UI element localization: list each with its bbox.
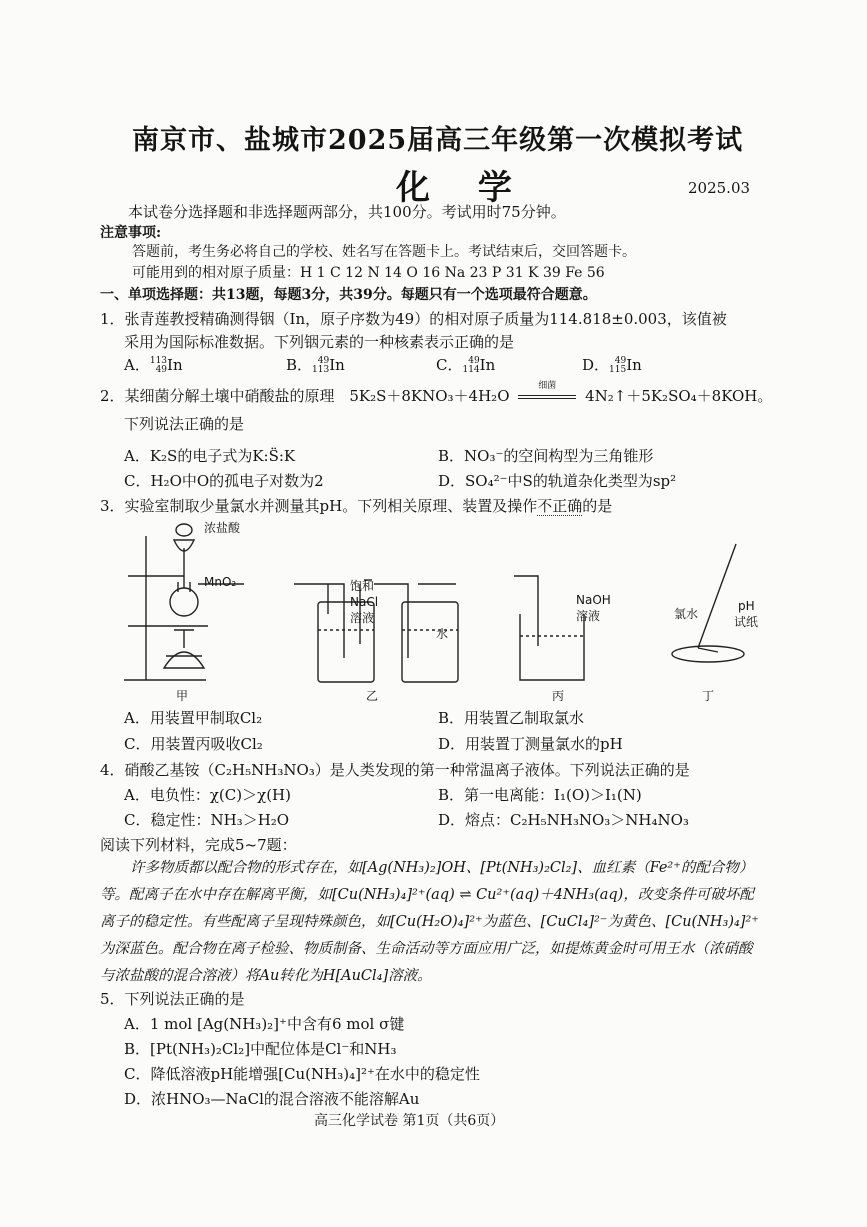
q4-option-a[interactable]: A．电负性：χ(C)＞χ(H)	[124, 786, 291, 804]
notice-text: 答题前，考生务必将自己的学校、姓名写在答题卡上。考试结束后，交回答题卡。	[132, 244, 636, 260]
q5-option-a[interactable]: A．1 mol [Ag(NH₃)₂]⁺中含有6 mol σ键	[124, 1015, 405, 1033]
q5-option-d[interactable]: D．浓HNO₃—NaCl的混合溶液不能溶解Au	[124, 1090, 420, 1108]
label-bing: 丙	[552, 689, 565, 703]
label-ding: 丁	[702, 689, 715, 703]
q5-option-c[interactable]: C．降低溶液pH能增强[Cu(NH₃)₄]²⁺在水中的稳定性	[124, 1065, 480, 1083]
q2-line2: 下列说法正确的是	[124, 415, 245, 433]
q2-option-d[interactable]: D．SO₄²⁻中S的轨道杂化类型为sp²	[438, 472, 677, 490]
q1-line1: 1．张青莲教授精确测得铟（In，原子序数为49）的相对原子质量为114.818±0.003，该值被	[100, 310, 727, 328]
atomic-masses: 可能用到的相对原子质量：H 1 C 12 N 14 O 16 Na 23 P 31 K 39 Fe 56	[132, 265, 605, 281]
page-footer: 高三化学试卷 第1页（共6页）	[314, 1113, 505, 1129]
label-ph2: 试纸	[734, 615, 759, 629]
reading-passage: 许多物质都以配合物的形式存在，如[Ag(NH₃)₂]OH、[Pt(NH₃)₂Cl₂]、血红素（Fe²⁺的配合物）等。配离子在水中存在解离平衡，如[Cu(NH₃)₄]²⁺(aq) ⇌ Cu²⁺(aq)＋4NH₃(aq)，改变条件可破坏配离子的稳定性。有些配离子呈现特殊颜色，如[Cu(H₂O)₄]²⁺为蓝色、[CuCl₄]²⁻为黄色、[Cu(NH₃)₄]²⁺为深蓝色。配合物在离子检验、物质制备、生命活动等方面应用广泛，如提炼黄金时可用王水（浓硝酸与浓盐酸的混合溶液）将Au转化为H[AuCl₄]溶液。	[100, 860, 759, 984]
q1-option-b[interactable]: B． 49 113In	[286, 356, 345, 375]
label-acid: 浓盐酸	[204, 521, 241, 535]
label-ph1: pH	[738, 599, 755, 613]
reading-intro: 阅读下列材料，完成5~7题：	[100, 836, 297, 854]
label-jia: 甲	[176, 689, 189, 703]
exam-title: 南京市、盐城市2025届高三年级第一次模拟考试	[132, 125, 744, 156]
q4-option-b[interactable]: B．第一电离能：I₁(O)＞I₁(N)	[438, 786, 642, 804]
exam-intro: 本试卷分选择题和非选择题两部分，共100分。考试用时75分钟。	[128, 203, 566, 221]
q2-option-b[interactable]: B．NO₃⁻的空间构型为三角锥形	[438, 447, 654, 465]
apparatus-ding	[672, 544, 744, 662]
q2-equation-left: 5K₂S＋8KNO₃＋4H₂O	[349, 387, 510, 405]
label-water: 水	[436, 627, 449, 641]
q3-emphasis: 不正确	[537, 497, 583, 515]
q1-option-c[interactable]: C． 49 114In	[436, 356, 496, 375]
q4-stem: 4．硝酸乙基铵（C₂H₅NH₃NO₃）是人类发现的第一种常温离子液体。下列说法正确的是	[100, 761, 690, 779]
exam-date: 2025.03	[688, 179, 751, 197]
q3-apparatus-figure	[118, 518, 768, 706]
q4-option-d[interactable]: D．熔点：C₂H₅NH₃NO₃＞NH₄NO₃	[438, 811, 689, 829]
q1-option-a[interactable]: A．113 49In	[124, 356, 183, 375]
q2-option-c[interactable]: C．H₂O中O的孤电子对数为2	[124, 472, 324, 490]
q3-option-d[interactable]: D．用装置丁测量氯水的pH	[438, 735, 623, 753]
label-mno2: MnO₂	[204, 575, 237, 589]
q5-option-b[interactable]: B．[Pt(NH₃)₂Cl₂]中配位体是Cl⁻和NH₃	[124, 1040, 397, 1058]
label-naoh1: NaOH	[576, 593, 611, 607]
q3-option-b[interactable]: B．用装置乙制取氯水	[438, 709, 585, 727]
q4-option-c[interactable]: C．稳定性：NH₃＞H₂O	[124, 811, 290, 829]
q3-stem: 3．实验室制取少量氯水并测量其pH。下列相关原理、装置及操作不正确的是	[100, 497, 613, 515]
label-yi: 乙	[366, 689, 379, 703]
label-sat3: 溶液	[350, 611, 375, 625]
label-cl-water: 氯水	[674, 607, 699, 621]
q2-equation-right: 4N₂↑＋5K₂SO₄＋8KOH。	[585, 387, 773, 405]
q3-option-c[interactable]: C．用装置丙吸收Cl₂	[124, 735, 263, 753]
q5-stem: 5．下列说法正确的是	[100, 990, 245, 1008]
apparatus-jia	[124, 524, 244, 680]
apparatus-bing	[514, 576, 584, 680]
q2-stem: 2．某细菌分解土壤中硝酸盐的原理 5K₂S＋8KNO₃＋4H₂O 细菌 4N₂↑＋5K₂SO₄＋8KOH。	[100, 381, 773, 405]
label-sat2: NaCl	[350, 595, 379, 609]
q1-line2: 采用为国际标准数据。下列铟元素的一种核素表示正确的是	[124, 333, 515, 351]
q2-option-a[interactable]: A．K₂S的电子式为K:S̈:K	[124, 447, 296, 465]
q3-option-a[interactable]: A．用装置甲制取Cl₂	[124, 709, 263, 727]
section-heading: 一、单项选择题：共13题，每题3分，共39分。每题只有一个选项最符合题意。	[100, 287, 597, 303]
label-naoh2: 溶液	[576, 609, 601, 623]
subject-title: 化 学	[396, 168, 530, 208]
notice-heading: 注意事项:	[100, 225, 162, 241]
label-sat1: 饱和	[350, 579, 375, 593]
q1-option-d[interactable]: D． 49 115In	[582, 356, 642, 375]
